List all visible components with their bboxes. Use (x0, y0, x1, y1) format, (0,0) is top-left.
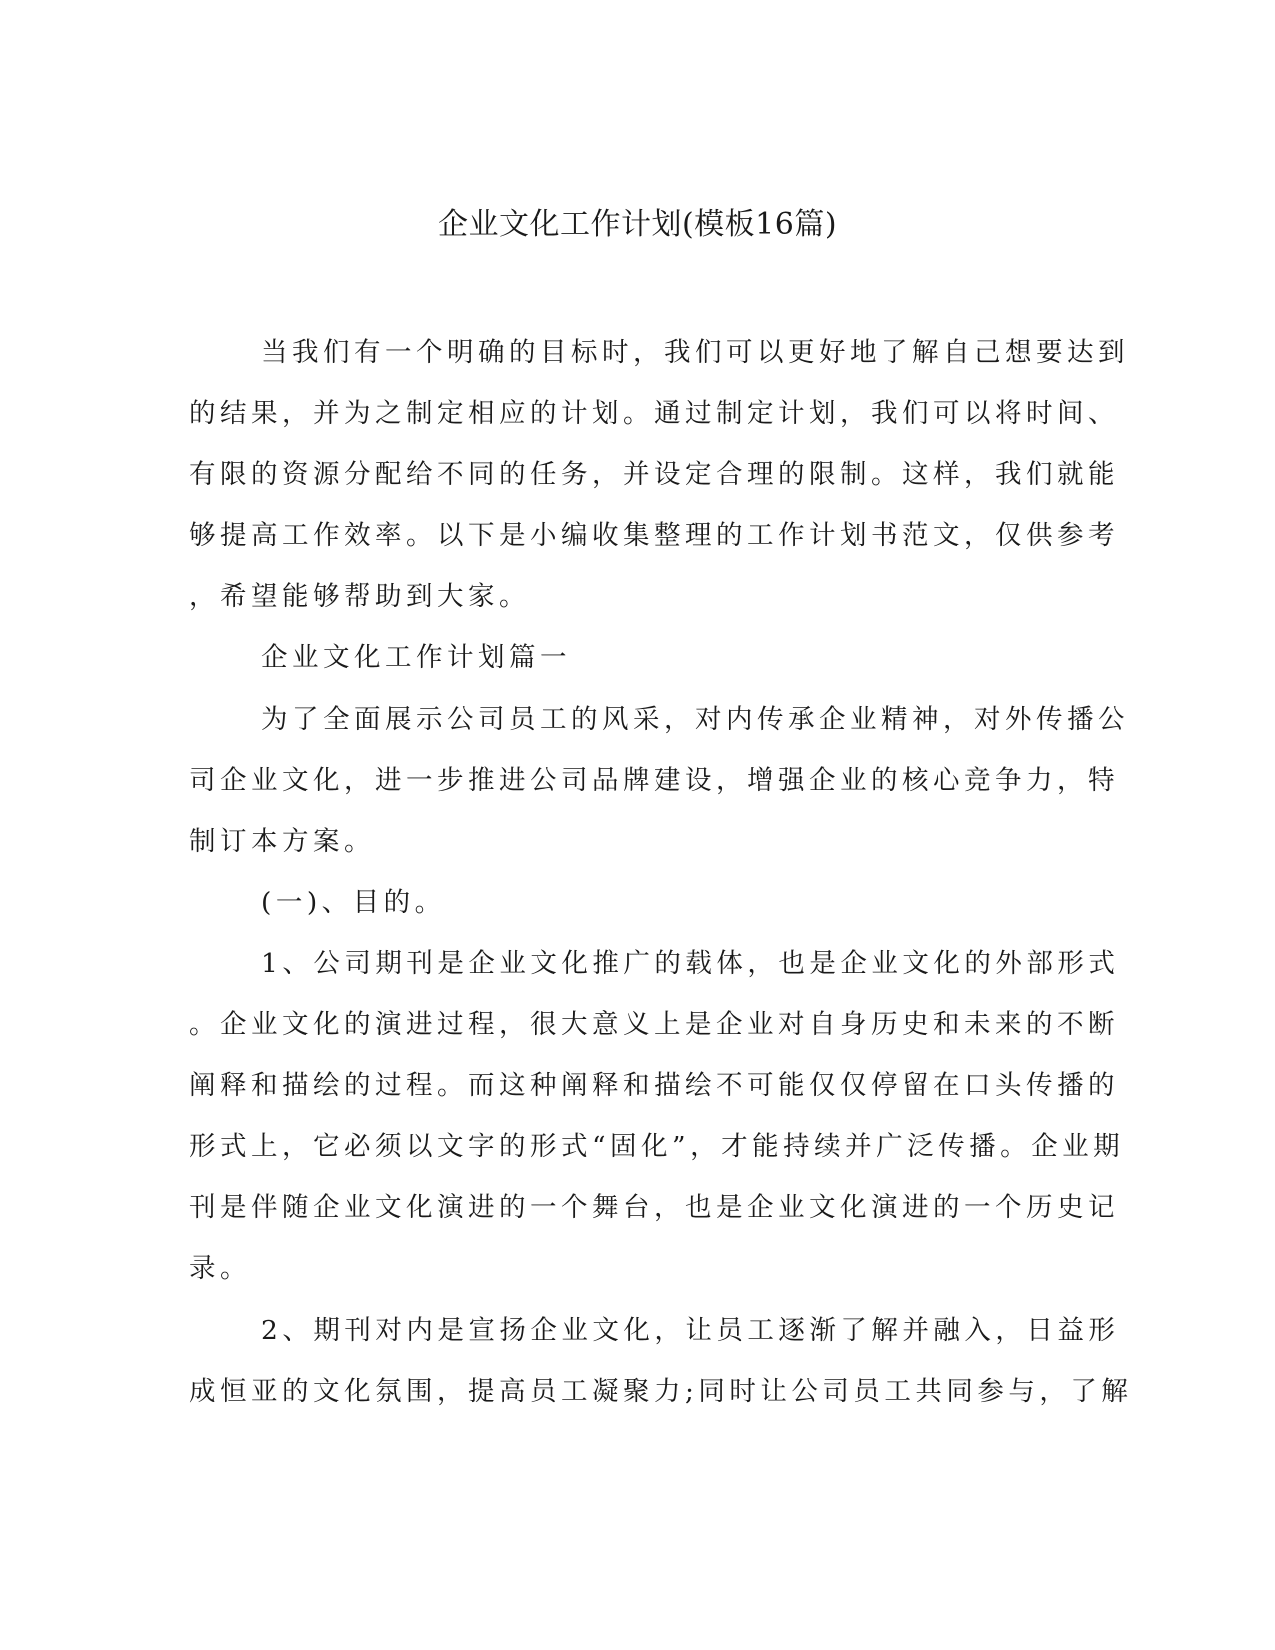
text-line: 1、公司期刊是企业文化推广的载体，也是企业文化的外部形式 (261, 947, 1120, 979)
text-line: 2、期刊对内是宣扬企业文化，让员工逐渐了解并融入，日益形 (261, 1314, 1120, 1346)
text-line: 够提高工作效率。以下是小编收集整理的工作计划书范文，仅供参考 (189, 520, 1119, 552)
text-line: 司企业文化，进一步推进公司品牌建设，增强企业的核心竞争力，特 (189, 764, 1119, 796)
text-line: 形式上，它必须以文字的形式“固化”，才能持续并广泛传播。企业期 (189, 1131, 1125, 1163)
document-body (189, 322, 1133, 1422)
text-line: 有限的资源分配给不同的任务，并设定合理的限制。这样，我们就能 (189, 459, 1119, 491)
text-line: 当我们有一个明确的目标时，我们可以更好地了解自己想要达到 (261, 337, 1129, 368)
text-line: ，希望能够帮助到大家。 (189, 581, 530, 613)
text-line: 刊是伴随企业文化演进的一个舞台，也是企业文化演进的一个历史记 (189, 1192, 1119, 1224)
document-title: 企业文化工作计划(模板16篇) (437, 207, 838, 242)
text-line: (一)、目的。 (261, 886, 446, 918)
text-line: 制订本方案。 (189, 825, 375, 857)
text-line: 成恒亚的文化氛围，提高员工凝聚力;同时让公司员工共同参与，了解 (189, 1375, 1133, 1407)
text-line: 的结果，并为之制定相应的计划。通过制定计划，我们可以将时间、 (189, 398, 1119, 430)
text-line: 。企业文化的演进过程，很大意义上是企业对自身历史和未来的不断 (189, 1009, 1119, 1041)
text-line: 为了全面展示公司员工的风采，对内传承企业精神，对外传播公 (261, 703, 1129, 735)
text-line: 企业文化工作计划篇一 (261, 642, 571, 674)
text-line: 录。 (189, 1253, 251, 1285)
text-line: 阐释和描绘的过程。而这种阐释和描绘不可能仅仅停留在口头传播的 (189, 1070, 1119, 1102)
